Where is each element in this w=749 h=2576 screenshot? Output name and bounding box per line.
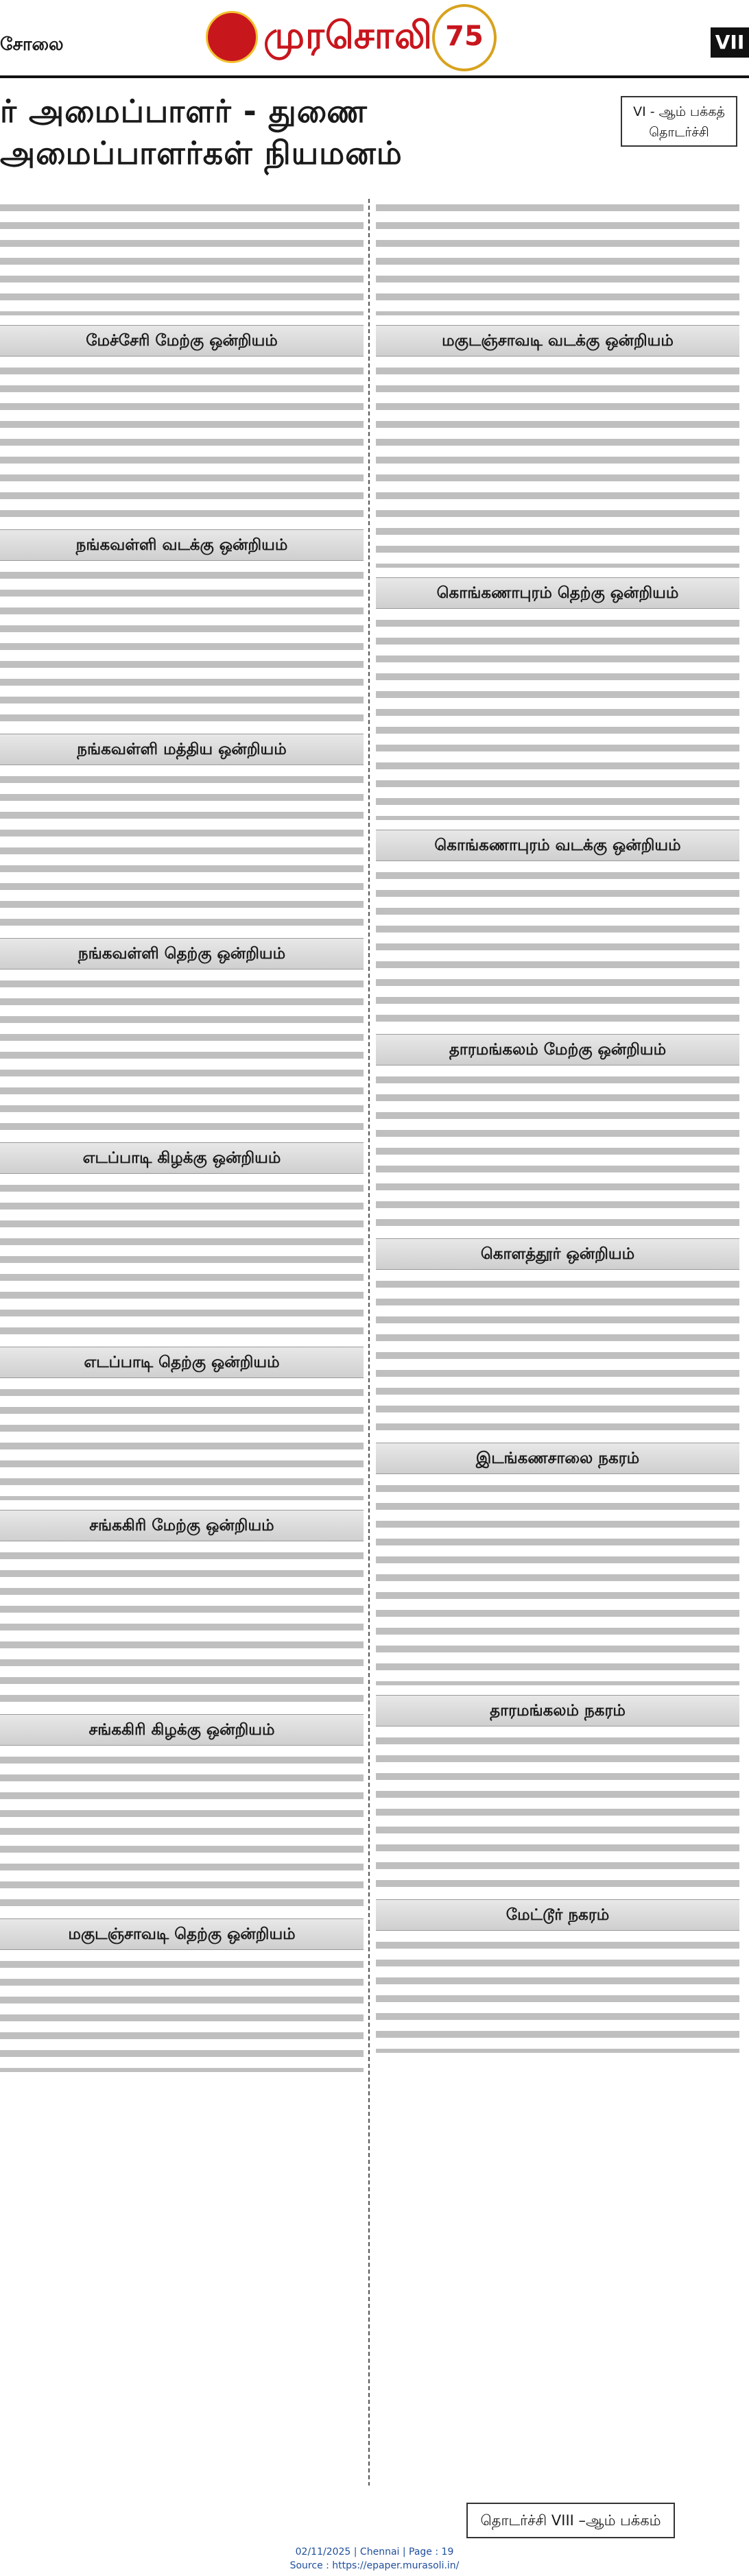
right-column [376,199,739,2485]
continued-from-line1: VI - ஆம் பக்கத் [633,104,725,119]
section-heading: மகுடஞ்சாவடி வடக்கு ஒன்றியம் [376,325,739,357]
anniversary-badge: 75 [432,4,497,71]
masthead-divider [0,75,749,78]
article-body-block [0,1547,364,1705]
article-body-block [376,614,739,820]
article-body-block [0,771,364,928]
column-divider [368,199,370,2485]
paper-logo [206,4,494,73]
article-body-block [376,867,739,1024]
section-heading: எடப்பாடி கிழக்கு ஒன்றியம் [0,1142,364,1174]
section-heading: எடப்பாடி தெற்கு ஒன்றியம் [0,1347,364,1378]
page-headline: ர் அமைப்பாளர் - துணை அமைப்பாளர்கள் நியமனம் [0,93,403,171]
article-body-block [376,362,739,568]
page-footer [0,2545,749,2576]
article-body-block [376,1275,739,1433]
article-body-block [0,975,364,1133]
section-heading: இடங்கணசாலை நகரம் [376,1443,739,1474]
continued-from-line2: தொடர்ச்சி [649,125,709,140]
section-heading: சங்ககிரி மேற்கு ஒன்றியம் [0,1510,364,1541]
section-heading: சங்ககிரி கிழக்கு ஒன்றியம் [0,1714,364,1746]
article-body-block [0,1384,364,1500]
section-heading: கொளத்தூர் ஒன்றியம் [376,1238,739,1270]
article-body-block [0,199,364,315]
emblem-icon [206,11,258,63]
section-heading: மேட்டூர் நகரம் [376,1899,739,1931]
section-heading: மகுடஞ்சாவடி தெற்கு ஒன்றியம் [0,1918,364,1950]
article-body-block [376,199,739,315]
article-body-block [376,1936,739,2053]
section-heading: தாரமங்கலம் மேற்கு ஒன்றியம் [376,1034,739,1066]
footer-date-page: 02/11/2025 | Chennai | Page : 19 [295,2547,454,2557]
article-body-block [376,1732,739,1890]
section-heading: கொங்கணாபுரம் தெற்கு ஒன்றியம் [376,577,739,609]
article-body-block [376,1480,739,1685]
section-label: சோலை [0,34,64,55]
paper-name: முரசொலி [263,14,433,57]
continued-from-box [621,96,737,147]
article-body-block [0,566,364,724]
article-body-block [0,1179,364,1337]
masthead [0,0,749,82]
article-body-block [0,1955,364,2072]
continued-to-box: தொடர்ச்சி VIII –ஆம் பக்கம் [466,2503,675,2538]
section-heading: நங்கவள்ளி வடக்கு ஒன்றியம் [0,529,364,561]
left-column [0,199,364,2485]
article-body-block [0,362,364,520]
section-heading: கொங்கணாபுரம் வடக்கு ஒன்றியம் [376,830,739,861]
article-body-block [0,1751,364,1909]
section-heading: மேச்சேரி மேற்கு ஒன்றியம் [0,325,364,357]
section-heading: தாரமங்கலம் நகரம் [376,1695,739,1726]
section-heading: நங்கவள்ளி மத்திய ஒன்றியம் [0,734,364,765]
footer-source-link[interactable]: Source : https://epaper.murasoli.in/ [289,2560,460,2571]
page-number-badge: VII [711,27,749,58]
section-heading: நங்கவள்ளி தெற்கு ஒன்றியம் [0,938,364,970]
article-body-block [376,1071,739,1229]
